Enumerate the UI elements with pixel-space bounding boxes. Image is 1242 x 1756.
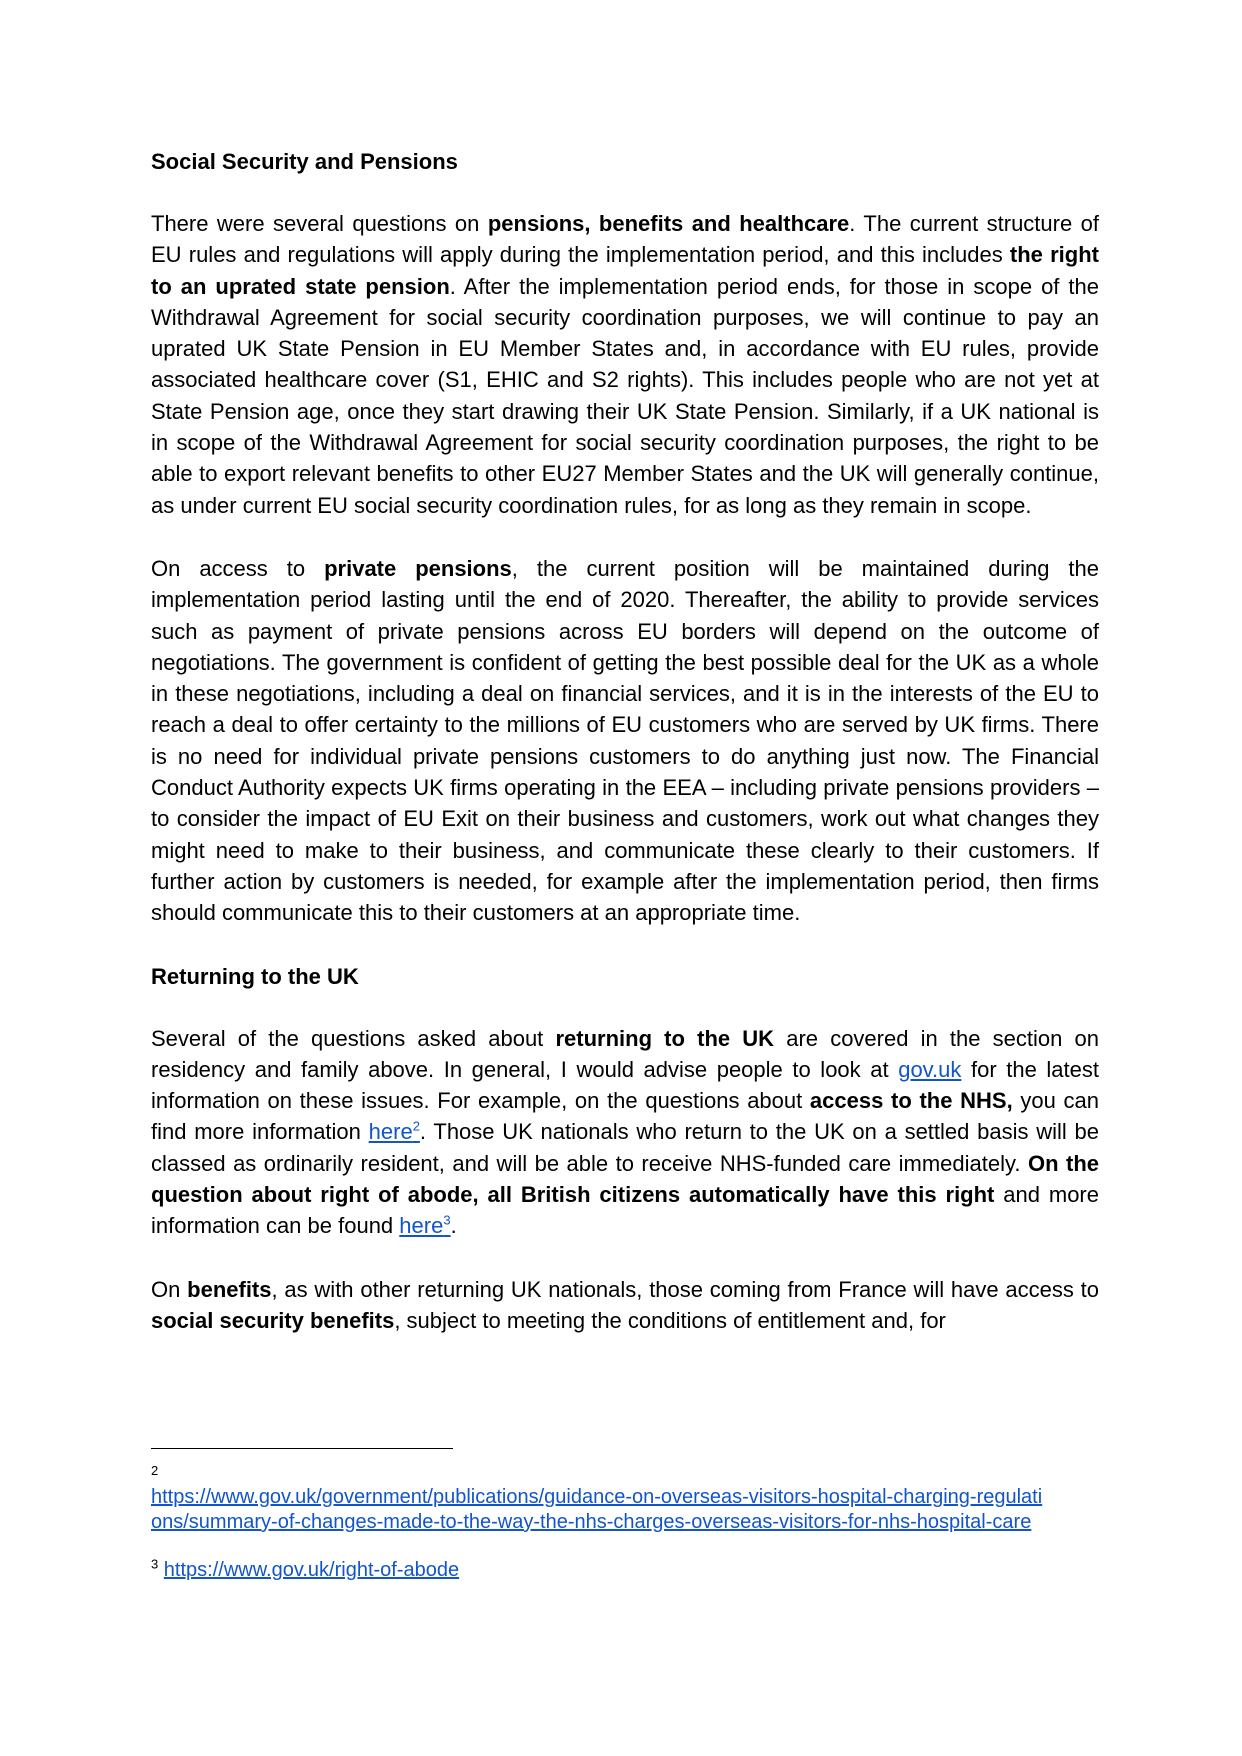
text-run: , as with other returning UK nationals, those coming from France will have access to: [271, 1276, 1099, 1302]
footnotes-area: [151, 1448, 1099, 1603]
right-of-abode-link[interactable]: [399, 1213, 450, 1238]
bold-text-run: benefits: [187, 1276, 272, 1302]
govuk-link[interactable]: gov.uk: [898, 1056, 962, 1082]
footnote-2-url: [151, 1485, 1099, 1535]
section-heading-returning-uk: Returning to the UK: [151, 963, 359, 989]
footnote-2-marker: 2: [151, 1463, 159, 1478]
nhs-info-link-label: here: [368, 1119, 413, 1145]
paragraph-benefits: [151, 1274, 1099, 1337]
text-run: you can find more information: [151, 1088, 1100, 1145]
bold-text-run: pensions, benefits and healthcare: [487, 211, 850, 236]
right-of-abode-link-label: here: [399, 1213, 444, 1239]
text-run: On access to: [151, 555, 325, 581]
text-run: , subject to meeting the conditions of entitlement and, for: [394, 1307, 946, 1333]
nhs-info-link[interactable]: [369, 1119, 420, 1144]
text-run: Several of the questions asked about: [151, 1025, 556, 1051]
paragraph-pensions-benefits: [151, 208, 1099, 521]
footnote-2-link-line1[interactable]: https://www.gov.uk/government/publications/guidance-on-overseas-visitors-hospital-charging-regulati: [151, 1486, 1043, 1508]
section-heading-social-security: Social Security and Pensions: [151, 149, 458, 174]
bold-text-run: the right to an uprated state pension: [151, 242, 1099, 299]
text-run: . The current structure of EU rules and regulations will apply during the implementation period, and this includes: [151, 211, 1099, 268]
footnote-separator: [151, 1448, 453, 1449]
bold-text-run: access to the NHS,: [809, 1088, 1013, 1114]
footnote-3: [151, 1558, 1099, 1583]
text-run: and more information can be found: [151, 1182, 1099, 1239]
footnote-3-marker: 3: [151, 1556, 159, 1572]
bold-text-run: returning to the UK: [555, 1025, 775, 1051]
text-run: There were several questions on: [151, 211, 488, 236]
text-run: On: [151, 1276, 188, 1302]
bold-text-run: On the question about right of abode, all British citizens automatically have this right: [151, 1150, 1099, 1208]
bold-text-run: social security benefits: [151, 1307, 395, 1333]
text-run: , the current position will be maintained during the implementation period lasting until the end of 2020. Thereafter, the ability to provide services such as payment of private pensions across EU borders will depend on the outcome of negotiations. The government is confident of getting the best possible deal for the UK as a whole in these negotiations, including a deal on financial services, and it is in the interests of the EU to reach a deal to offer certainty to the millions of EU customers who are served by UK firms. There is no need for individual private pensions customers to do anything just now. The Financial Conduct Authority expects UK firms operating in the EEA – including private pensions providers – to consider the impact of EU Exit on their business and customers, work out what changes they might need to make to their business, and communicate these clearly to their customers. If further action by customers is needed, for example after the implementation period, then firms should communicate this to their customers at an appropriate time.: [151, 555, 1099, 926]
footnote-ref-3: 3: [443, 1212, 451, 1228]
text-run: .: [450, 1213, 457, 1239]
document-page-body: [151, 146, 1099, 1336]
text-run: . After the implementation period ends, for those in scope of the Withdrawal Agreement for social security coordination purposes, we will continue to pay an uprated UK State Pension in EU Member States and, in accordance with EU rules, provide associated healthcare cover (S1, EHIC and S2 rights). This includes people who are not yet at State Pension age, once they start drawing their UK State Pension. Similarly, if a UK national is in scope of the Withdrawal Agreement for social security coordination purposes, the right to be able to export relevant benefits to other EU27 Member States and the UK will generally continue, as under current EU social security coordination rules, for as long as they remain in scope.: [151, 273, 1099, 518]
text-run: are covered in the section on residency and family above. In general, I would advise people to look at: [151, 1025, 1100, 1082]
bold-text-run: private pensions: [324, 555, 512, 581]
text-run: . Those UK nationals who return to the UK on a settled basis will be classed as ordinarily resident, and will be able to receive NHS-funded care immediately.: [151, 1119, 1099, 1176]
text-run: for the latest information on these issues. For example, on the questions about: [151, 1056, 1099, 1114]
footnote-ref-2: 2: [412, 1119, 420, 1135]
paragraph-private-pensions: [151, 553, 1099, 929]
footnote-2-link-line2[interactable]: ons/summary-of-changes-made-to-the-way-the-nhs-charges-overseas-visitors-for-nhs-hospital-care: [151, 1511, 1032, 1533]
footnote-3-link[interactable]: https://www.gov.uk/right-of-abode: [163, 1559, 460, 1581]
paragraph-returning-uk: [151, 1023, 1099, 1242]
